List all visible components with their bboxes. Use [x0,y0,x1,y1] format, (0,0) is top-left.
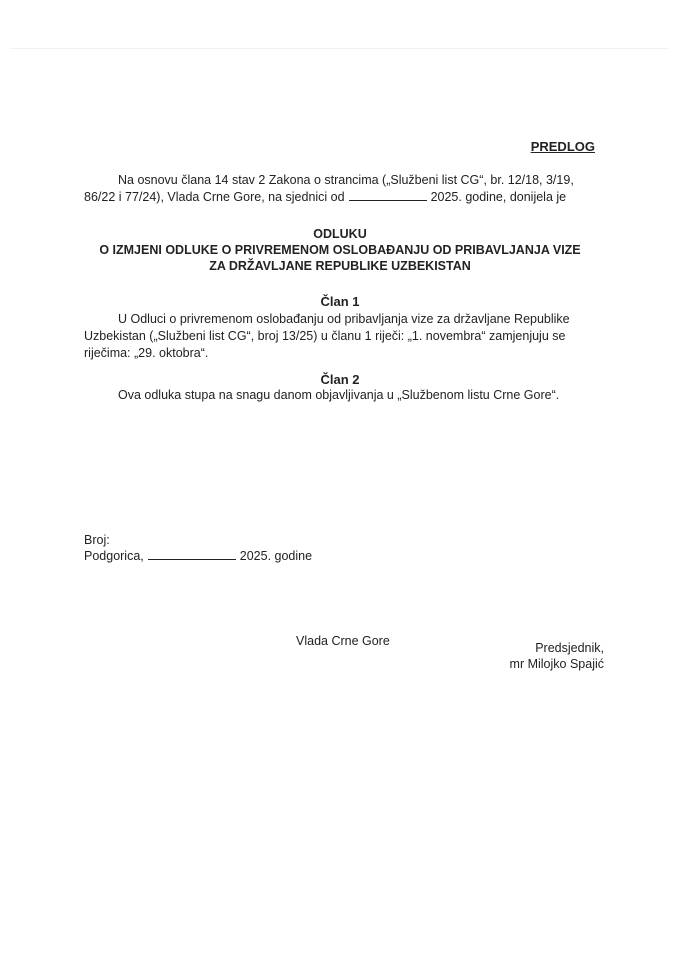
article-2-heading: Član 2 [320,372,360,387]
article-1-text [84,311,604,362]
government-name: Vlada Crne Gore [296,634,390,648]
signatory-role: Predsjednik, [535,641,604,655]
title-line-3: ZA DRŽAVLJANE REPUBLIKE UZBEKISTAN [209,259,471,273]
article-2-text [84,387,604,404]
preamble-line-2-start: 86/22 i 77/24), Vlada Crne Gore, na sjednici od [84,190,345,204]
preamble-line-2 [84,189,596,206]
place-date-blank [148,549,236,560]
preamble [84,172,596,206]
signatory-name: mr Milojko Spajić [509,657,604,671]
preamble-line-1: Na osnovu člana 14 stav 2 Zakona o strancima („Službeni list CG“, br. 12/18, 3/19, [118,173,574,187]
decision-title [60,226,620,274]
title-line-1: ODLUKU [313,227,367,241]
place-label: Podgorica, [84,549,144,563]
reference-number-label: Broj: [84,533,110,547]
article-1-line-1: U Odluci o privremenom oslobađanju od pribavljanja vize za državljane Republike [118,312,570,326]
preamble-line-2-end: 2025. godine, donijela je [430,190,567,204]
place-date-line [84,549,312,563]
title-line-2: O IZMJENI ODLUKE O PRIVREMENOM OSLOBAĐANJU OD PRIBAVLJANJA VIZE [99,243,581,257]
article-1-heading: Član 1 [320,294,360,309]
scan-artifact-line [10,48,669,49]
date-blank [349,190,427,201]
year-label: 2025. godine [239,549,313,563]
article-1-line-3: riječima: „29. oktobra“. [84,346,209,360]
document-status-label: PREDLOG [530,139,595,154]
article-2-line-1: Ova odluka stupa na snagu danom objavljivanja u „Službenom listu Crne Gore“. [118,388,560,402]
article-1-line-2: Uzbekistan („Službeni list CG“, broj 13/25) u članu 1 riječi: „1. novembra“ zamjenjuju se [84,329,566,343]
